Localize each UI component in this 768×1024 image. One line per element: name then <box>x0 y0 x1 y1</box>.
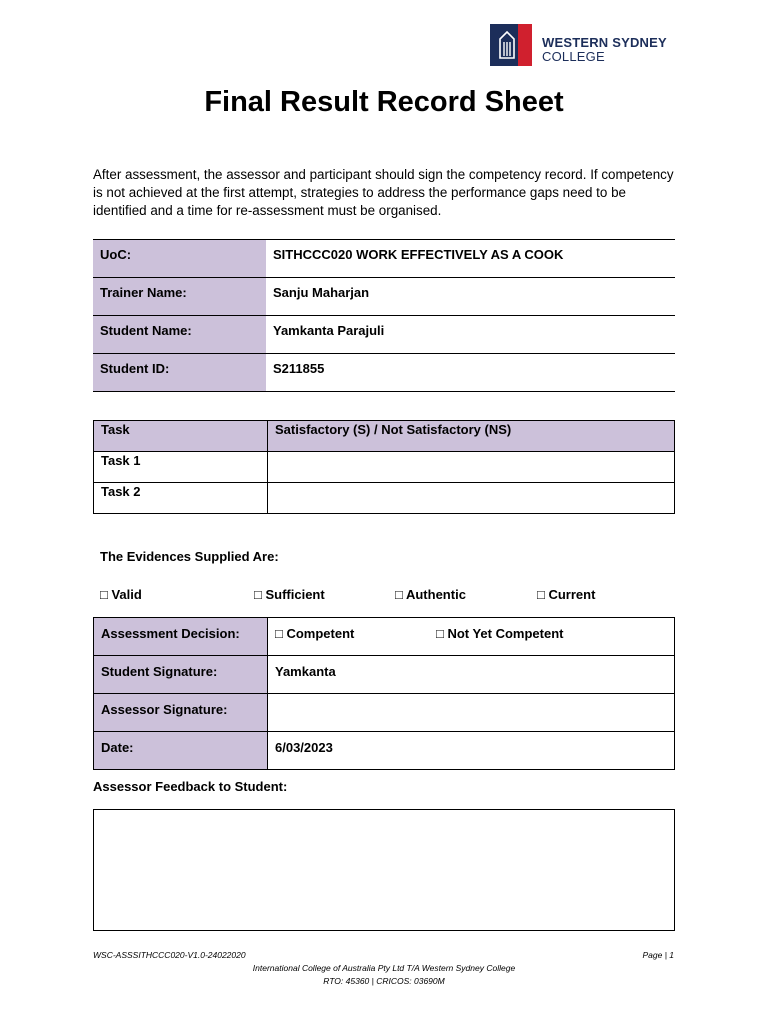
uoc-row <box>93 240 675 278</box>
date-row <box>94 732 675 770</box>
evidence-valid-checkbox[interactable]: □ Valid <box>100 587 142 602</box>
college-logo <box>490 24 680 66</box>
not-yet-competent-checkbox[interactable]: □ Not Yet Competent <box>435 626 564 641</box>
page-title: Final Result Record Sheet <box>204 86 564 118</box>
assessor-signature-label: Assessor Signature: <box>94 694 268 732</box>
task-column-header: Task <box>94 421 268 452</box>
document-code: WSC-ASSSITHCCC020-V1.0-24022020 <box>93 950 246 960</box>
task-name: Task 2 <box>94 483 268 514</box>
student-id-row <box>93 354 675 392</box>
student-id-label: Student ID: <box>93 354 266 392</box>
footer-company: International College of Australia Pty Ltd T/A Western Sydney College <box>252 963 516 973</box>
assessor-signature-row <box>94 694 675 732</box>
feedback-box[interactable] <box>93 809 675 931</box>
student-name-row <box>93 316 675 354</box>
task-result-cell[interactable] <box>268 452 675 483</box>
college-name-line1: WESTERN SYDNEY <box>542 35 667 50</box>
feedback-heading: Assessor Feedback to Student: <box>93 779 288 794</box>
assessor-signature-value[interactable] <box>268 694 675 732</box>
task-header-row <box>94 421 675 452</box>
student-name-label: Student Name: <box>93 316 266 354</box>
assessment-decision-table <box>93 617 675 770</box>
decision-options <box>268 618 675 656</box>
evidence-heading: The Evidences Supplied Are: <box>100 549 279 564</box>
student-signature-row <box>94 656 675 694</box>
decision-label: Assessment Decision: <box>94 618 268 656</box>
evidence-current-checkbox[interactable]: □ Current <box>537 587 596 602</box>
date-value[interactable]: 6/03/2023 <box>268 732 675 770</box>
student-signature-label: Student Signature: <box>94 656 268 694</box>
college-name-line2: COLLEGE <box>542 49 605 64</box>
college-crest-icon <box>490 24 532 66</box>
uoc-label: UoC: <box>93 240 266 278</box>
table-row <box>94 483 675 514</box>
decision-row <box>94 618 675 656</box>
student-info-table <box>93 239 675 392</box>
evidence-authentic-checkbox[interactable]: □ Authentic <box>395 587 466 602</box>
college-name <box>542 36 667 64</box>
table-row <box>94 452 675 483</box>
trainer-row <box>93 278 675 316</box>
student-signature-value[interactable]: Yamkanta <box>268 656 675 694</box>
task-results-table <box>93 420 675 514</box>
competent-checkbox[interactable]: □ Competent <box>275 626 355 641</box>
student-name-value: Yamkanta Parajuli <box>266 316 675 354</box>
task-result-cell[interactable] <box>268 483 675 514</box>
result-column-header: Satisfactory (S) / Not Satisfactory (NS) <box>268 421 675 452</box>
footer-registration: RTO: 45360 | CRICOS: 03690M <box>323 976 445 986</box>
student-id-value: S211855 <box>266 354 675 392</box>
trainer-value: Sanju Maharjan <box>266 278 675 316</box>
uoc-value: SITHCCC020 WORK EFFECTIVELY AS A COOK <box>266 240 675 278</box>
trainer-label: Trainer Name: <box>93 278 266 316</box>
task-name: Task 1 <box>94 452 268 483</box>
evidence-sufficient-checkbox[interactable]: □ Sufficient <box>254 587 325 602</box>
date-label: Date: <box>94 732 268 770</box>
page-number: Page | 1 <box>642 950 674 960</box>
intro-paragraph: After assessment, the assessor and participant should sign the competency record. If competency is not achieved at the first attempt, strategies to address the performance gaps need to be identified and a time for re-assessment must be organised. <box>93 167 674 218</box>
